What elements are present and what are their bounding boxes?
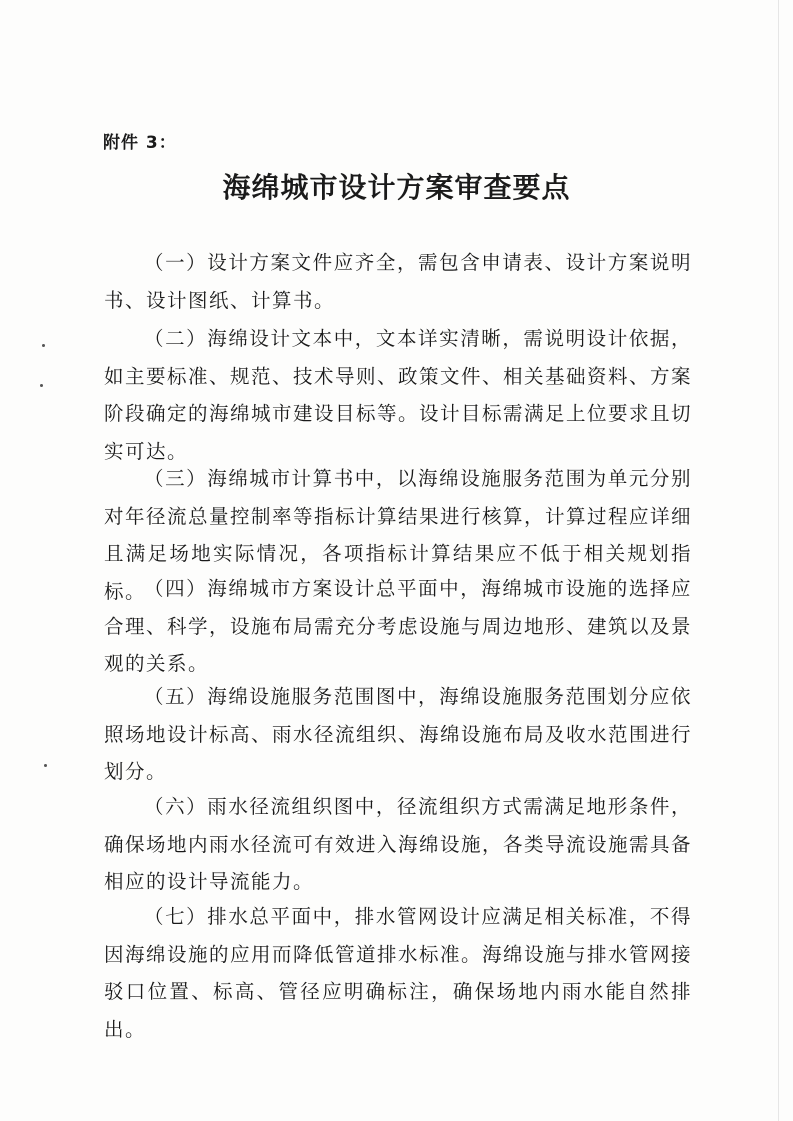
attachment-label: 附件 3： (103, 133, 177, 153)
paragraph-1: （一）设计方案文件应齐全，需包含申请表、设计方案说明书、设计图纸、计算书。 (104, 251, 692, 312)
paragraph-4: （四）海绵城市方案设计总平面中，海绵城市设施的选择应合理、科学，设施布局需充分考虑设施与周边地形、建筑以及景观的关系。 (104, 577, 693, 675)
paragraph-2: （二）海绵设计文本中，文本详实清晰，需说明设计依据，如主要标准、规范、技术导则、政策文件、相关基础资料、方案阶段确定的海绵城市建设目标等。设计目标需满足上位要求且切实可达。 (104, 327, 693, 463)
scan-speck (40, 384, 43, 387)
paragraph-7: （七）排水总平面中，排水管网设计应满足相关标准，不得因海绵设施的应用而降低管道排水标准。海绵设施与排水管网接驳口位置、标高、管径应明确标注，确保场地内雨水能自然排出。 (104, 905, 693, 1041)
document-title: 海绵城市设计方案审查要点 (222, 171, 571, 204)
paragraph-5: （五）海绵设施服务范围图中，海绵设施服务范围划分应依照场地设计标高、雨水径流组织、海绵设施布局及收水范围进行划分。 (104, 685, 693, 783)
paragraph-6: （六）雨水径流组织图中，径流组织方式需满足地形条件，确保场地内雨水径流可有效进入海绵设施，各类导流设施需具备相应的设计导流能力。 (104, 795, 693, 893)
paragraph-3: （三）海绵城市计算书中，以海绵设施服务范围为单元分别对年径流总量控制率等指标计算结果进行核算，计算过程应详细且满足场地实际情况，各项指标计算结果应不低于相关规划指标。 (104, 467, 693, 603)
scan-speck (42, 344, 45, 347)
scan-speck (44, 764, 47, 767)
